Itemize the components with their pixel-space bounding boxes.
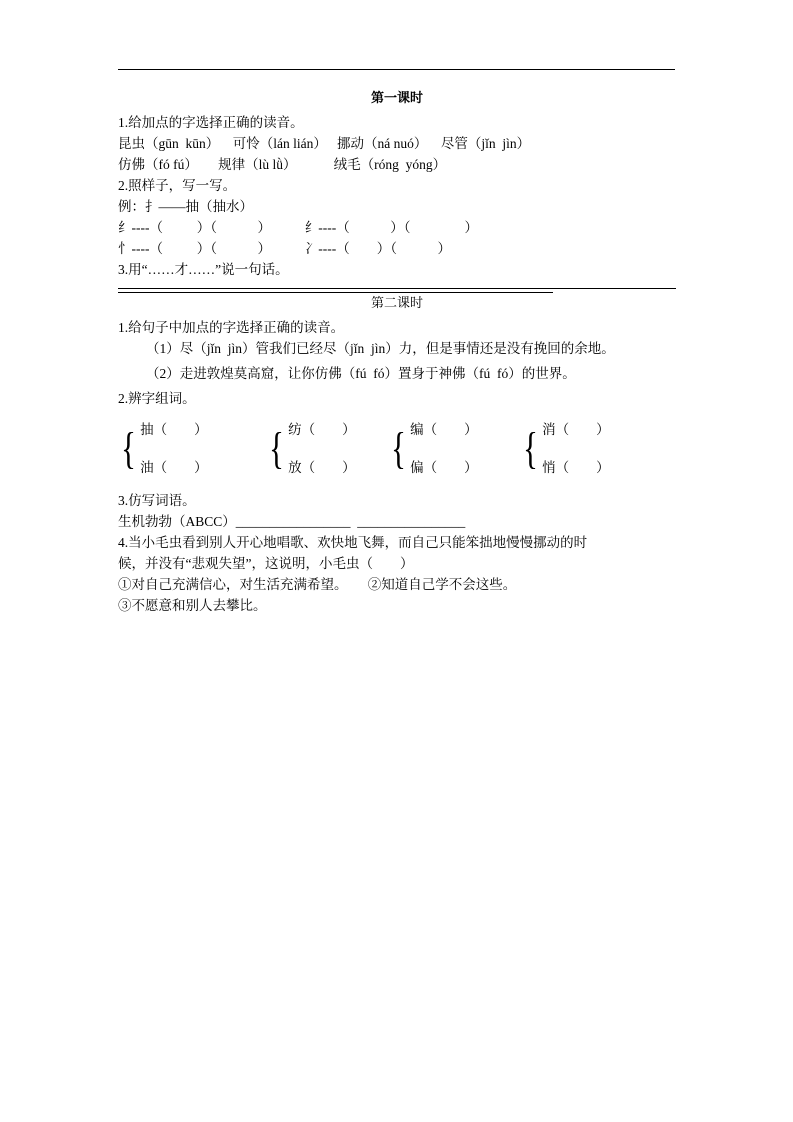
brace-group-1-top: 抽（ ）	[140, 422, 208, 437]
s2-question-1-item-1: （1）尽（jǐn jìn）管我们已经尽（jǐn jìn）力，但是事情还是没有挽回的余地。	[146, 341, 615, 356]
left-brace-icon: {	[523, 424, 538, 473]
s2-question-3-blank-line: 生机勃勃（ABCC）_________________ ________________	[118, 514, 466, 529]
s1-question-2-example: 例：扌——抽（抽水）	[118, 199, 253, 214]
s2-question-4-options-line-2: ③不愿意和别人去攀比。	[118, 598, 267, 613]
left-brace-icon: {	[269, 424, 284, 473]
brace-group-1-bottom: 油（ ）	[140, 460, 208, 475]
character-word-brace-row	[118, 417, 676, 481]
s1-question-1-line-2: 仿佛（fó fú） 规律（lù lǜ） 绒毛（róng yóng）	[118, 157, 447, 172]
s2-question-4-title: 4.当小毛虫看到别人开心地唱歌、欢快地飞舞，而自己只能笨拙地慢慢挪动的时	[118, 535, 588, 550]
s2-question-1-item-2: （2）走进敦煌莫高窟，让你仿佛（fú fó）置身于神佛（fú fó）的世界。	[146, 366, 576, 381]
s1-question-2-blank-line-1: 纟----（ ）（ ） 纟----（ ）（ ）	[118, 220, 478, 235]
brace-group-4-bottom: 悄（ ）	[542, 460, 610, 475]
brace-group-1	[118, 417, 266, 481]
left-brace-icon: {	[391, 424, 406, 473]
top-horizontal-rule	[118, 69, 675, 70]
s2-question-1-title: 1.给句子中加点的字选择正确的读音。	[118, 320, 345, 335]
brace-group-4	[520, 417, 640, 481]
brace-group-2-bottom: 放（ ）	[288, 460, 356, 475]
s2-question-4-title-cont: 候，并没有“悲观失望”，这说明，小毛虫（ ）	[118, 556, 414, 571]
brace-group-2	[266, 417, 388, 481]
left-brace-icon: {	[121, 424, 136, 473]
s1-question-2-blank-line-2: 忄----（ ）（ ） 冫----（ ）（ ）	[118, 241, 451, 256]
s2-question-4-options-line-1: ①对自己充满信心，对生活充满希望。 ②知道自己学不会这些。	[118, 577, 517, 592]
s2-question-2-title: 2.辨字组词。	[118, 391, 196, 406]
answer-rule-1	[118, 288, 676, 289]
brace-group-3	[388, 417, 520, 481]
s1-question-1-line-1: 昆虫（gūn kūn） 可怜（lán lián） 挪动（ná nuó） 尽管（jǐn jìn）	[118, 136, 531, 151]
document-content	[118, 88, 676, 616]
brace-group-3-bottom: 偏（ ）	[410, 460, 478, 475]
section-1-heading: 第一课时	[370, 90, 423, 105]
brace-group-3-top: 编（ ）	[410, 422, 478, 437]
s1-question-1-title: 1.给加点的字选择正确的读音。	[118, 115, 304, 130]
brace-group-2-top: 纺（ ）	[288, 422, 356, 437]
s2-question-3-title: 3.仿写词语。	[118, 493, 196, 508]
brace-group-4-top: 消（ ）	[542, 422, 610, 437]
s1-question-2-title: 2.照样子，写一写。	[118, 178, 237, 193]
section-2-heading: 第二课时	[370, 295, 423, 310]
s1-question-3-title: 3.用“……才……”说一句话。	[118, 262, 289, 277]
